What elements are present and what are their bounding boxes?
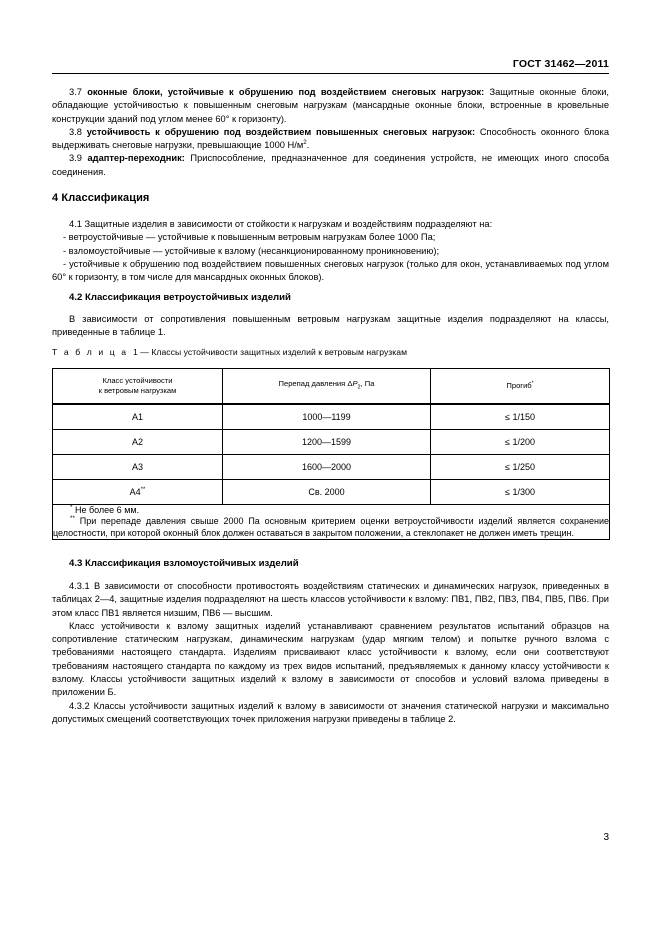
clause-4-2-block — [52, 313, 609, 340]
table-1-cell-class — [53, 430, 223, 455]
clause-4-3-1-paragraph-a: 4.3.1 В зависимости от способности противостоять воздействиям статических и динамических нагрузок, приведенных в таблицах 2—4, защитные изделия подразделяют на шесть классов устойчивости к взлому: ПВ1, ПВ2, ПВ3, ПВ4, ПВ5, ПВ6. При этом класс ПВ1 является низшим, ПВ6 — высшим. — [52, 581, 609, 618]
table-1-cell-class — [53, 404, 223, 430]
table-1-header-deflection — [431, 369, 610, 405]
definition-3-7-text: Защитные оконные блоки, обладающие устойчивостью к повышенным снеговым нагрузкам (мансардные оконные блоки, встроенные в кровельные конструкции зданий под углом менее 60° к горизонту). — [52, 87, 609, 124]
definition-3-9-term: адаптер-переходник: — [87, 153, 185, 164]
table-1-head — [53, 369, 610, 405]
section-4-heading: 4 Классификация — [52, 192, 150, 204]
clause-4-3-1-paragraph-b: Класс устойчивости к взлому защитных изделий устанавливают сравнением результатов испытаний образцов на сопротивление статическим нагрузкам, динамическим нагрузкам (удар мягким телом) и попытке ручного взлома с требованиями настоящего стандарта. Изделиям присваивают класс устойчивости к взлому, если они соответствуют требованиям настоящего стандарта по каждому из трех видов испытаний, предъявляемых к данному классу устойчивости к взлому. Классы устойчивости защитных изделий к взлому в зависимости от способов и условий взлома приведены в приложении Б. — [52, 620, 609, 698]
table-row — [53, 430, 610, 455]
table-1-cell-deflection: ≤ 1/150 — [431, 404, 610, 430]
page-number: 3 — [603, 832, 609, 843]
table-1-class-mark: ** — [140, 487, 146, 493]
clause-4-2-paragraph: В зависимости от сопротивления повышенным ветровым нагрузкам защитные изделия подразделяют на классы, приведенные в таблице 1. — [52, 314, 609, 338]
table-row — [53, 480, 610, 505]
table-row — [53, 404, 610, 430]
definition-3-9-number: 3.9 — [69, 153, 82, 164]
clause-4-1-bullet-3: - устойчивые к обрушению под воздействием повышенных снеговых нагрузок (только для окон, устанавливаемых под углом 60° к горизонту, в том числе для мансардных оконных блоков). — [52, 258, 609, 283]
definition-3-8-text: Способность оконного блока выдерживать снеговые нагрузки, превышающие 1000 Н/м — [52, 126, 609, 151]
table-1-header-pressure — [223, 369, 431, 405]
table-1-header-pressure-sub: 2 — [357, 384, 361, 391]
table-1-cell-deflection: ≤ 1/300 — [431, 480, 610, 505]
clause-4-3-block — [52, 580, 609, 726]
table-1-cell-class — [53, 455, 223, 480]
definitions-block — [52, 86, 609, 179]
definition-3-8-term: устойчивость к обрушению под воздействием повышенных снеговых нагрузок: — [86, 126, 476, 137]
table-1-footnote-1 — [53, 505, 609, 516]
table-1-header-deflection-mark: * — [531, 380, 534, 387]
table-1-header-row — [53, 369, 610, 405]
clause-4-3-heading: 4.3 Классификация взломоустойчивых изделий — [69, 558, 299, 569]
table-1-header-deflection-text: Прогиб — [506, 381, 532, 390]
definition-3-7-number: 3.7 — [69, 87, 82, 97]
table-1-class-value: А3 — [131, 462, 143, 472]
clause-4-1-block — [52, 218, 609, 284]
table-1-cell-pressure: 1600—2000 — [223, 455, 431, 480]
definition-3-8-superscript: 2 — [303, 139, 307, 147]
table-1-footnote-1-text: Не более 6 мм. — [72, 505, 140, 515]
header-rule — [52, 73, 609, 74]
table-1-footnotes — [53, 505, 610, 540]
table-1-caption-text: — Классы устойчивости защитных изделий к ветровым нагрузкам — [140, 347, 408, 357]
definition-3-7 — [52, 86, 609, 126]
table-1-body — [53, 404, 610, 540]
table-1-caption-label: Т а б л и ц а — [52, 347, 129, 357]
table-1 — [52, 368, 610, 540]
clause-4-3-2-paragraph: 4.3.2 Классы устойчивости защитных изделий к взлому в зависимости от значения статической нагрузки и максимально допустимых смещений соответствующих точек приложения нагрузки приведены в таблице 2. — [52, 700, 609, 724]
table-1-footnote-2-text: При перепаде давления свыше 2000 Па основным критерием оценки ветроустойчивости изделий является сохранение целостности, при которой оконный блок должен оставаться в закрытом положении, а стеклопакет не должен иметь трещин. — [53, 516, 609, 538]
table-1-caption — [52, 347, 407, 357]
table-1-class-value: А1 — [131, 412, 143, 422]
table-1-class-value: А4 — [129, 487, 141, 497]
clause-4-1-bullet-2: - взломоустойчивые — устойчивые к взлому (несанкционированному проникновению); — [63, 245, 440, 256]
table-1-header-pressure-post: , Па — [360, 379, 375, 389]
table-1-footnote-row — [53, 505, 610, 540]
table-row — [53, 455, 610, 480]
clause-4-2-heading: 4.2 Классификация ветроустойчивых изделий — [69, 292, 291, 303]
table-1-header-pressure-pre: Перепад давления Δ — [278, 379, 353, 389]
table-1-cell-pressure: 1000—1199 — [223, 404, 431, 430]
table-1-cell-pressure: 1200—1599 — [223, 430, 431, 455]
definition-3-8-number: 3.8 — [69, 126, 82, 137]
table-1-class-value: А2 — [131, 437, 143, 447]
definition-3-7-term: оконные блоки, устойчивые к обрушению под воздействием снеговых нагрузок: — [87, 87, 485, 97]
definition-3-8-tail: . — [306, 140, 310, 151]
table-1-cell-deflection: ≤ 1/250 — [431, 455, 610, 480]
table-1-caption-number: 1 — [132, 347, 138, 357]
table-1-cell-pressure: Св. 2000 — [223, 480, 431, 505]
table-1-footnote-2 — [53, 516, 609, 539]
table-1-cell-deflection: ≤ 1/200 — [431, 430, 610, 455]
table-1-footnote-2-mark: ** — [70, 515, 75, 523]
definition-3-8 — [52, 126, 609, 153]
table-1-footnote-1-mark: * — [70, 504, 73, 511]
definition-3-9-text: Приспособление, предназначенное для соединения устройств, не имеющих иного способа соединения. — [52, 153, 609, 177]
table-1-header-class: Класс устойчивости к ветровым нагрузкам — [53, 369, 223, 405]
table-1-cell-class — [53, 480, 223, 505]
running-header: ГОСТ 31462—2011 — [512, 58, 609, 70]
clause-4-1-bullet-1: - ветроустойчивые — устойчивые к повышенным ветровым нагрузкам более 1000 Па; — [63, 232, 436, 243]
table-1-header-pressure-var: P — [352, 379, 358, 389]
clause-4-1-intro: 4.1 Защитные изделия в зависимости от стойкости к нагрузкам и воздействиям подразделяют на: — [69, 219, 493, 229]
definition-3-9 — [52, 152, 609, 179]
